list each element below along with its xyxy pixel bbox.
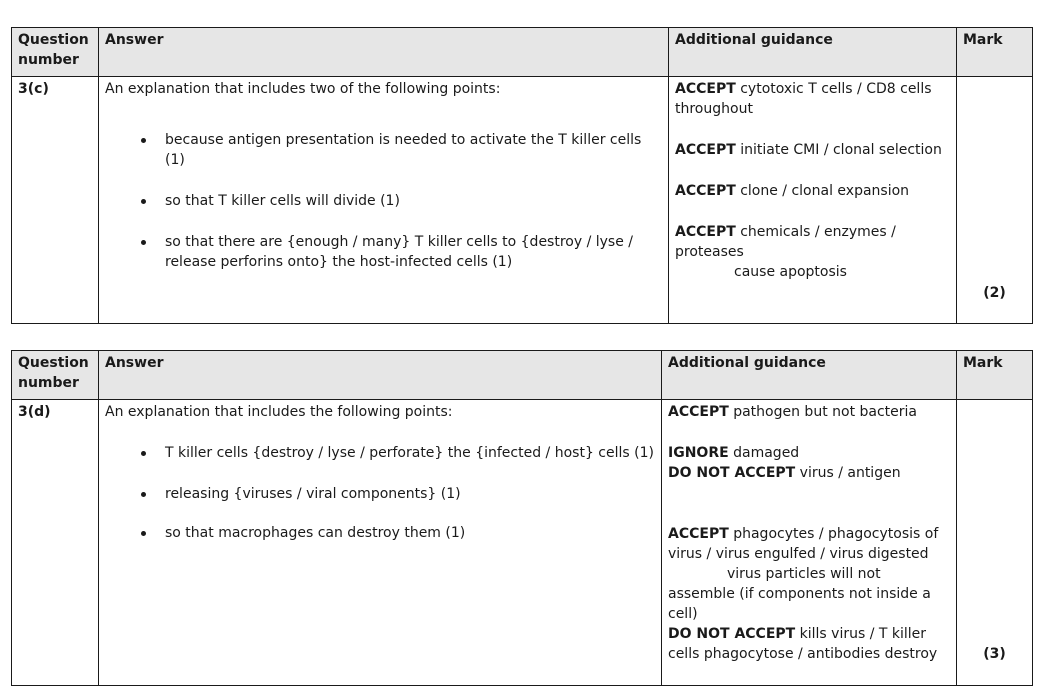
- guidance-item: assemble (if components not inside a cell): [668, 586, 931, 622]
- guidance-item: ACCEPT cytotoxic T cells / CD8 cells throughout: [675, 81, 932, 117]
- question-number: 3(d): [12, 400, 99, 686]
- mark-cell: [957, 77, 1033, 324]
- guidance-item: cause apoptosis: [734, 264, 847, 280]
- answer-points: [105, 443, 655, 543]
- header-additional-guidance: Additional guidance: [669, 28, 957, 77]
- answer-intro: An explanation that includes the following points:: [105, 404, 453, 420]
- answer-point: T killer cells {destroy / lyse / perforate} the {infected / host} cells (1): [105, 443, 655, 463]
- guidance-item: DO NOT ACCEPT kills virus / T killer cells phagocytose / antibodies destroy: [668, 626, 938, 662]
- guidance-item: virus particles will not: [727, 566, 881, 582]
- answer-cell: [99, 77, 669, 324]
- guidance-item: ACCEPT initiate CMI / clonal selection: [675, 142, 942, 158]
- mark-value: (3): [983, 646, 1006, 662]
- guidance-cell: [662, 400, 957, 686]
- answer-point: so that T killer cells will divide (1): [105, 191, 662, 211]
- guidance-item: ACCEPT pathogen but not bacteria: [668, 404, 917, 420]
- guidance-item: ACCEPT phagocytes / phagocytosis of virus / virus engulfed / virus digested: [668, 526, 939, 562]
- header-answer: Answer: [99, 351, 662, 400]
- answer-intro: An explanation that includes two of the following points:: [105, 81, 501, 97]
- mark-scheme-table-3c: [11, 27, 1033, 324]
- mark-cell: [957, 400, 1033, 686]
- question-number: 3(c): [12, 77, 99, 324]
- header-answer: Answer: [99, 28, 669, 77]
- answer-point: so that macrophages can destroy them (1): [105, 523, 655, 543]
- mark-value: (2): [983, 285, 1006, 301]
- guidance-item: IGNORE damaged: [668, 445, 800, 461]
- answer-point: because antigen presentation is needed to activate the T killer cells (1): [105, 130, 662, 170]
- answer-point: so that there are {enough / many} T killer cells to {destroy / lyse / release perforins onto} the host-infected cells (1): [105, 232, 662, 272]
- answer-points: [105, 130, 662, 272]
- mark-scheme-table-3d: [11, 350, 1033, 686]
- header-mark: Mark: [957, 351, 1033, 400]
- answer-point: releasing {viruses / viral components} (1): [105, 484, 655, 504]
- guidance-cell: [669, 77, 957, 324]
- guidance-item: DO NOT ACCEPT virus / antigen: [668, 465, 901, 481]
- header-question-number: Question number: [12, 28, 99, 77]
- guidance-item: ACCEPT clone / clonal expansion: [675, 183, 910, 199]
- guidance-item: ACCEPT chemicals / enzymes / proteases: [675, 224, 896, 260]
- answer-cell: [99, 400, 662, 686]
- header-question-number: Question number: [12, 351, 99, 400]
- header-mark: Mark: [957, 28, 1033, 77]
- header-additional-guidance: Additional guidance: [662, 351, 957, 400]
